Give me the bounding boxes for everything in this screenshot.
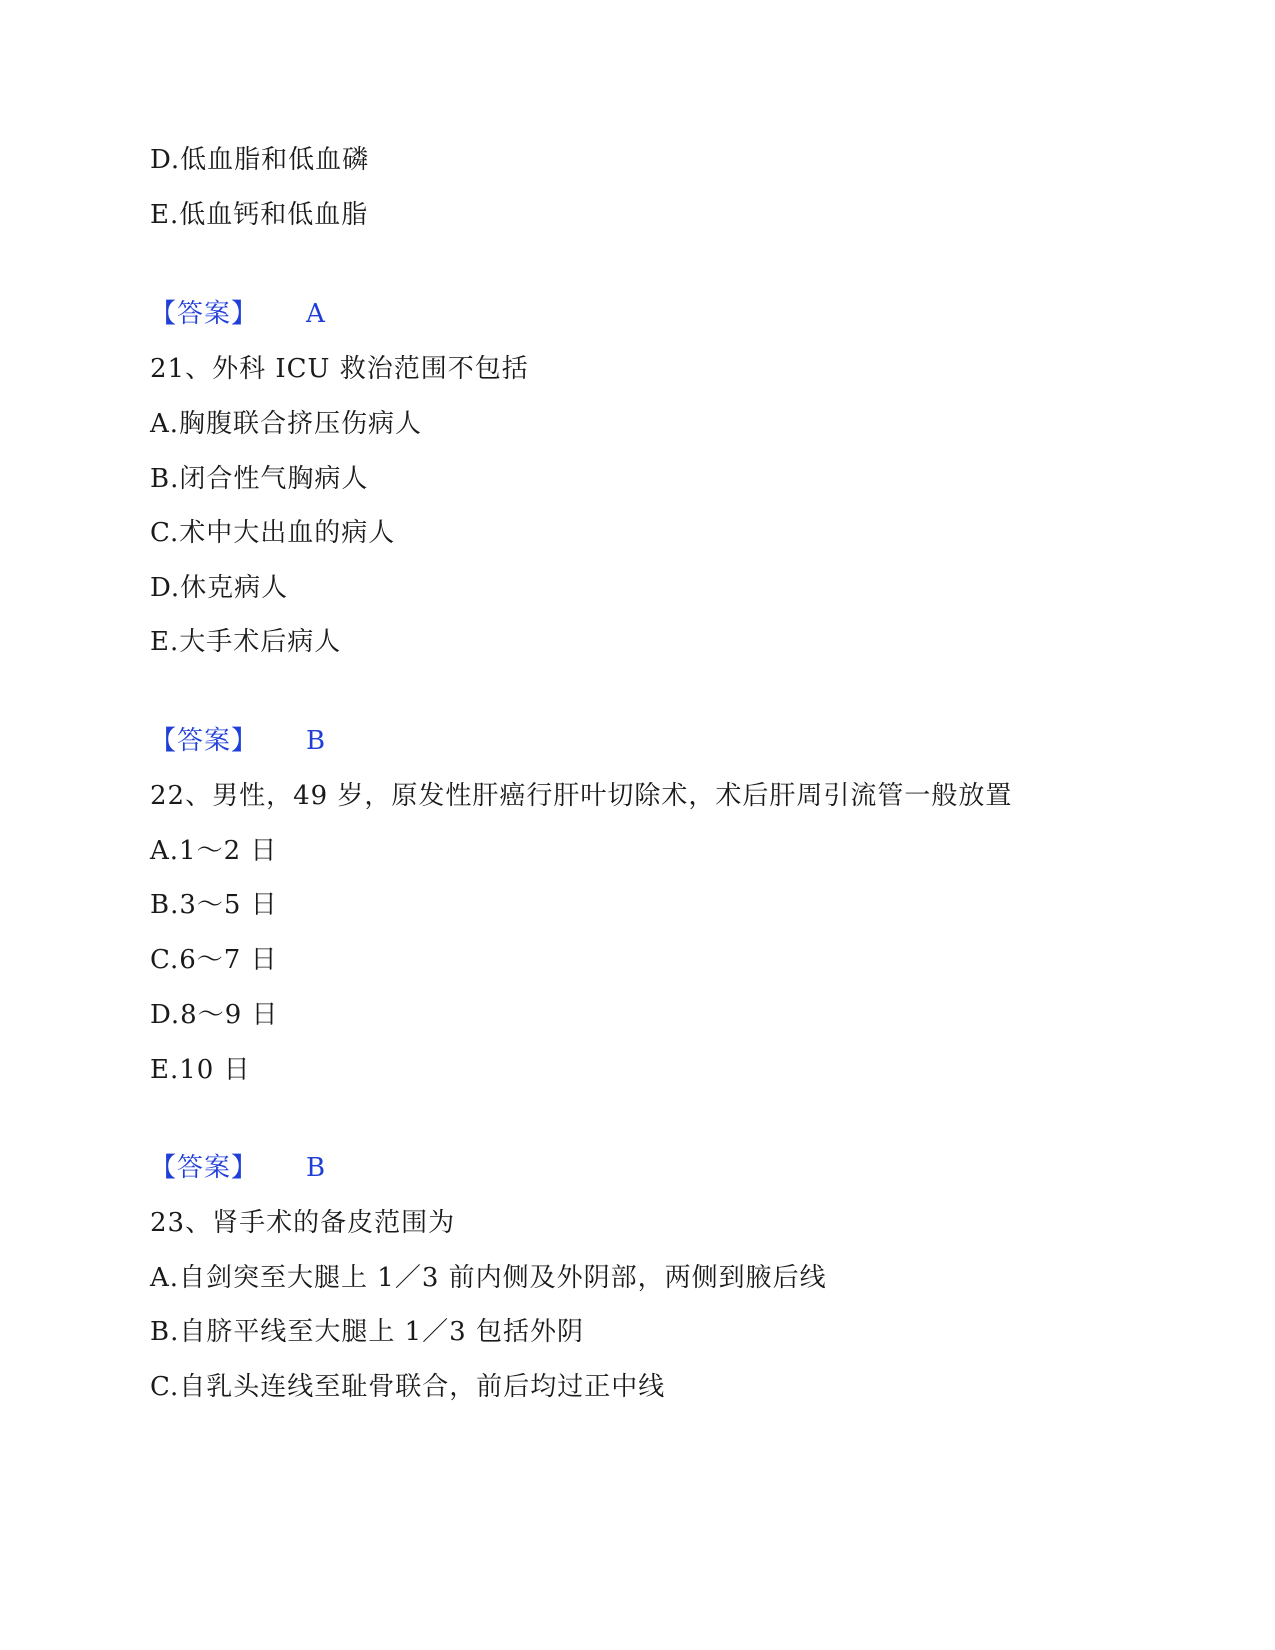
option-a: A.自剑突至大腿上 1／3 前内侧及外阴部，两侧到腋后线 bbox=[150, 1263, 827, 1293]
answer-line bbox=[150, 1151, 326, 1185]
option-c: C.术中大出血的病人 bbox=[150, 518, 396, 548]
option-b: B.闭合性气胸病人 bbox=[150, 464, 369, 494]
option-e: E.10 日 bbox=[150, 1055, 251, 1085]
option-b: B.3～5 日 bbox=[150, 890, 278, 920]
option-e: E.低血钙和低血脂 bbox=[150, 200, 369, 230]
option-b: B.自脐平线至大腿上 1／3 包括外阴 bbox=[150, 1317, 584, 1347]
question-stem: 23、肾手术的备皮范围为 bbox=[150, 1208, 456, 1238]
answer-value: B bbox=[306, 1153, 327, 1183]
question-stem: 22、男性，49 岁，原发性肝癌行肝叶切除术，术后肝周引流管一般放置 bbox=[150, 781, 1013, 811]
option-a: A.胸腹联合挤压伤病人 bbox=[150, 409, 423, 439]
option-d: D.休克病人 bbox=[150, 573, 289, 603]
answer-line bbox=[150, 297, 326, 331]
question-stem: 21、外科 ICU 救治范围不包括 bbox=[150, 354, 529, 384]
answer-label: 【答案】 bbox=[150, 726, 259, 756]
answer-value: B bbox=[306, 726, 327, 756]
option-d: D.低血脂和低血磷 bbox=[150, 145, 370, 175]
answer-value: A bbox=[306, 299, 326, 329]
option-e: E.大手术后病人 bbox=[150, 627, 342, 657]
answer-label: 【答案】 bbox=[150, 1153, 259, 1183]
answer-line bbox=[150, 724, 326, 758]
option-d: D.8～9 日 bbox=[150, 1000, 279, 1030]
option-a: A.1～2 日 bbox=[150, 836, 278, 866]
answer-label: 【答案】 bbox=[150, 299, 259, 329]
option-c: C.6～7 日 bbox=[150, 945, 278, 975]
option-c: C.自乳头连线至耻骨联合，前后均过正中线 bbox=[150, 1372, 666, 1402]
